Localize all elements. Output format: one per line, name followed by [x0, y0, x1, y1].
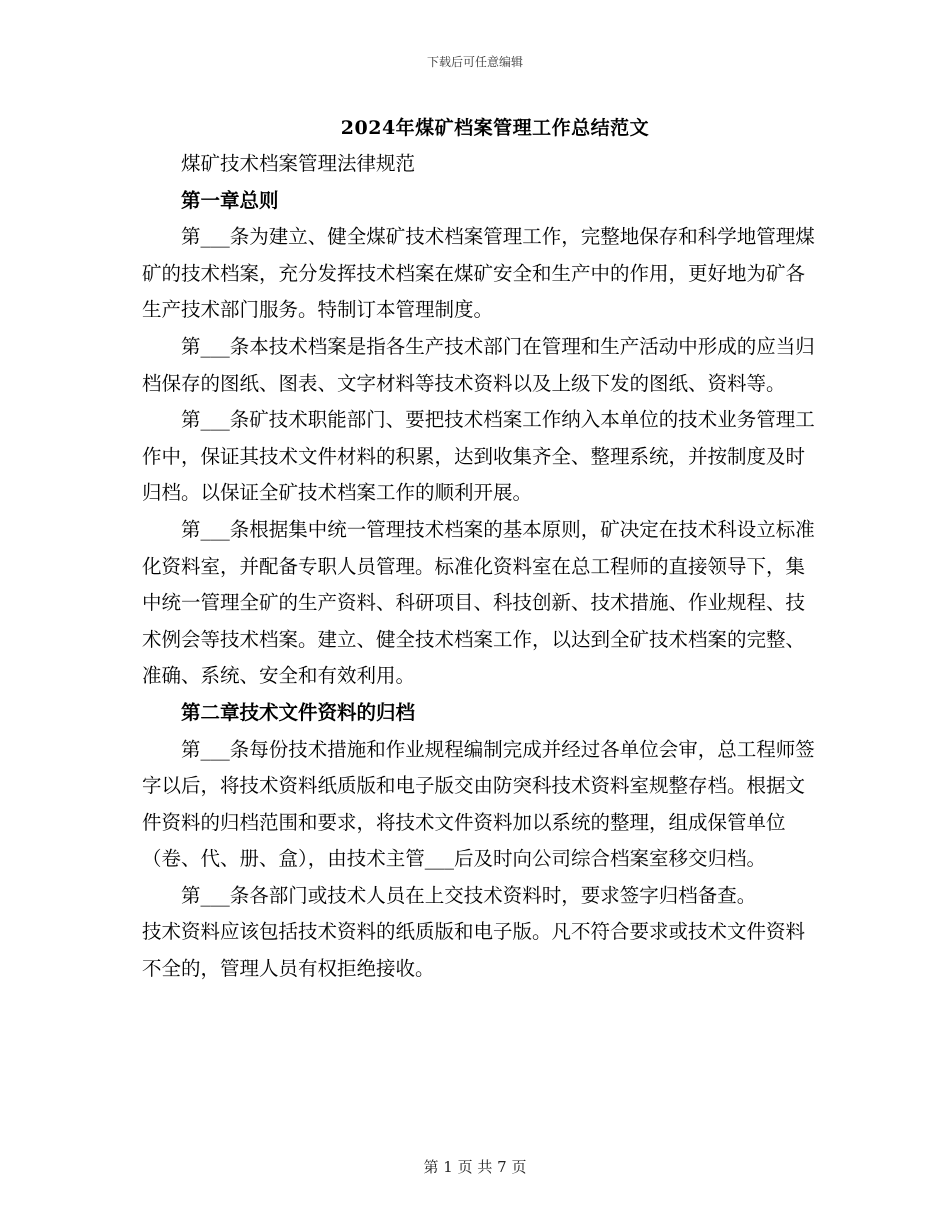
article-paragraph-3: 第___条矿技术职能部门、要把技术档案工作纳入本单位的技术业务管理工作中，保证其技术文件材料的积累，达到收集齐全、整理系统，并按制度及时归档。以保证全矿技术档案工作的顺利开展。 [142, 408, 815, 505]
article-paragraph-6-line1: 第___条各部门或技术人员在上交技术资料时，要求签字归档备查。 [181, 883, 757, 907]
article-paragraph-4: 第___条根据集中统一管理技术档案的基本原则，矿决定在技术科设立标准化资料室，并配备专职人员管理。标准化资料室在总工程师的直接领导下，集中统一管理全矿的生产资料、科研项目、科技创新、技术措施、作业规程、技术例会等技术档案。建立、健全技术档案工作，以达到全矿技术档案的完整、准确、系统、安全和有效利用。 [142, 517, 815, 688]
chapter-heading-2: 第二章技术文件资料的归档 [181, 700, 416, 724]
document-body [142, 146, 822, 988]
article-paragraph-6-rest: 技术资料应该包括技术资料的纸质版和电子版。凡不符合要求或技术文件资料不全的，管理人员有权拒绝接收。 [142, 920, 806, 981]
document-title: 2024年煤矿档案管理工作总结范文 [340, 117, 650, 139]
document-subtitle: 煤矿技术档案管理法律规范 [181, 152, 416, 175]
header-note: 下载后可任意编辑 [426, 55, 523, 69]
page-footer: 第 1 页 共 7 页 [423, 1158, 527, 1176]
chapter-heading-1: 第一章总则 [181, 188, 279, 212]
article-paragraph-5: 第___条每份技术措施和作业规程编制完成并经过各单位会审，总工程师签字以后，将技术资料纸质版和电子版交由防突科技术资料室规整存档。根据文件资料的归档范围和要求，将技术文件资料加以系统的整理，组成保管单位（卷、代、册、盒），由技术主管___后及时向公司综合档案室移交归档。 [142, 737, 815, 871]
article-paragraph-2: 第___条本技术档案是指各生产技术部门在管理和生产活动中形成的应当归档保存的图纸、图表、文字材料等技术资料以及上级下发的图纸、资料等。 [142, 334, 815, 395]
article-paragraph-1: 第___条为建立、健全煤矿技术档案管理工作，完整地保存和科学地管理煤矿的技术档案，充分发挥技术档案在煤矿安全和生产中的作用，更好地为矿各生产技术部门服务。特制订本管理制度。 [142, 225, 815, 322]
